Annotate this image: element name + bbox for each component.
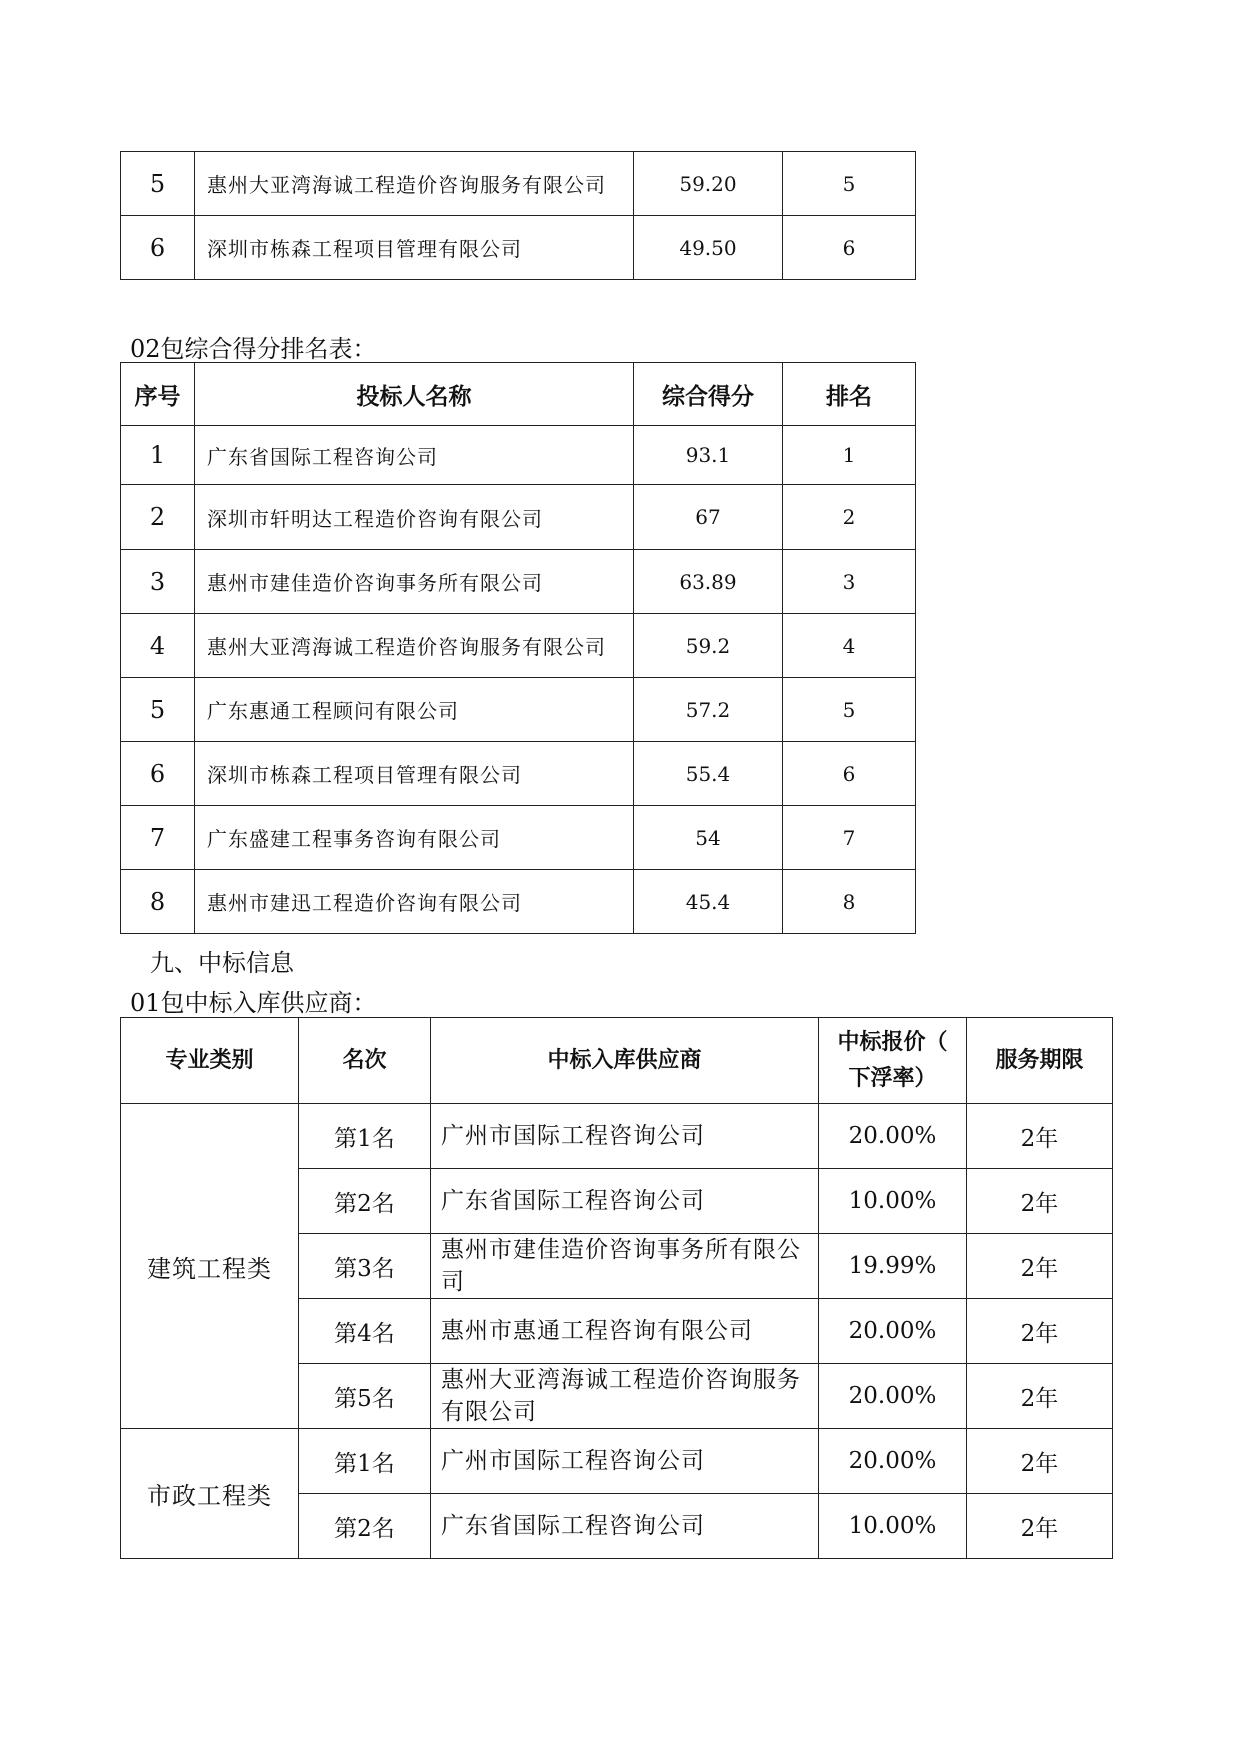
rank: 5 [783,678,916,742]
rank: 3 [783,550,916,614]
score: 55.4 [634,742,783,806]
category-cell: 市政工程类 [121,1429,299,1559]
supplier-name: 广东省国际工程咨询公司 [431,1494,819,1559]
header-score: 综合得分 [634,363,783,426]
discount-rate: 20.00% [819,1299,967,1364]
table-row [121,152,916,216]
table-02-caption: 02包综合得分排名表： [130,335,377,363]
header-category: 专业类别 [121,1018,299,1104]
table-row [121,806,916,870]
table-row [121,614,916,678]
table-header-row [121,1018,1113,1104]
table-row [121,870,916,934]
place: 第2名 [299,1169,431,1234]
row-number: 3 [121,550,195,614]
score: 59.20 [634,152,783,216]
row-number: 7 [121,806,195,870]
bidder-name: 广东省国际工程咨询公司 [195,426,634,485]
table-01-caption: 01包中标入库供应商： [130,989,377,1017]
place: 第4名 [299,1299,431,1364]
header-supplier: 中标入库供应商 [431,1018,819,1104]
score: 63.89 [634,550,783,614]
service-period: 2年 [967,1169,1113,1234]
header-price-line1: 中标报价（ [837,1029,948,1055]
service-period: 2年 [967,1234,1113,1299]
supplier-name: 惠州大亚湾海诚工程造价咨询服务有限公司 [431,1364,819,1429]
service-period: 2年 [967,1364,1113,1429]
bidder-name: 惠州大亚湾海诚工程造价咨询服务有限公司 [195,152,634,216]
bidder-name: 惠州市建迅工程造价咨询有限公司 [195,870,634,934]
row-number: 2 [121,485,195,550]
supplier-name: 惠州市惠通工程咨询有限公司 [431,1299,819,1364]
table-row [121,485,916,550]
discount-rate: 20.00% [819,1364,967,1429]
header-period: 服务期限 [967,1018,1113,1104]
bidder-name: 深圳市栋森工程项目管理有限公司 [195,216,634,280]
header-place: 名次 [299,1018,431,1104]
bidder-name: 广东盛建工程事务咨询有限公司 [195,806,634,870]
place: 第1名 [299,1429,431,1494]
service-period: 2年 [967,1494,1113,1559]
rank: 4 [783,614,916,678]
service-period: 2年 [967,1429,1113,1494]
score: 45.4 [634,870,783,934]
row-number: 5 [121,678,195,742]
score: 57.2 [634,678,783,742]
rank: 2 [783,485,916,550]
bidder-name: 深圳市栋森工程项目管理有限公司 [195,742,634,806]
table-row [121,1429,1113,1494]
discount-rate: 10.00% [819,1169,967,1234]
score: 93.1 [634,426,783,485]
supplier-name: 广州市国际工程咨询公司 [431,1429,819,1494]
discount-rate: 20.00% [819,1104,967,1169]
rank: 6 [783,216,916,280]
place: 第1名 [299,1104,431,1169]
header-name: 投标人名称 [195,363,634,426]
bidder-name: 深圳市轩明达工程造价咨询有限公司 [195,485,634,550]
header-price [819,1018,967,1104]
rank: 7 [783,806,916,870]
rank: 6 [783,742,916,806]
supplier-name: 惠州市建佳造价咨询事务所有限公司 [431,1234,819,1299]
supplier-name: 广州市国际工程咨询公司 [431,1104,819,1169]
place: 第2名 [299,1494,431,1559]
row-number: 6 [121,742,195,806]
table-row [121,1104,1113,1169]
discount-rate: 19.99% [819,1234,967,1299]
supplier-name: 广东省国际工程咨询公司 [431,1169,819,1234]
row-number: 6 [121,216,195,280]
header-no: 序号 [121,363,195,426]
row-number: 8 [121,870,195,934]
rank: 8 [783,870,916,934]
score: 59.2 [634,614,783,678]
score: 67 [634,485,783,550]
winners-table-01 [120,1017,1113,1559]
table-row [121,742,916,806]
rank: 5 [783,152,916,216]
table-row [121,678,916,742]
table-row [121,426,916,485]
service-period: 2年 [967,1104,1113,1169]
rank: 1 [783,426,916,485]
row-number: 5 [121,152,195,216]
place: 第5名 [299,1364,431,1429]
section-heading: 九、中标信息 [150,949,294,977]
bidder-name: 惠州市建佳造价咨询事务所有限公司 [195,550,634,614]
score: 49.50 [634,216,783,280]
discount-rate: 20.00% [819,1429,967,1494]
bidder-name: 惠州大亚湾海诚工程造价咨询服务有限公司 [195,614,634,678]
table-header-row [121,363,916,426]
header-rank: 排名 [783,363,916,426]
header-price-line2: 下浮率） [848,1065,937,1091]
place: 第3名 [299,1234,431,1299]
row-number: 4 [121,614,195,678]
table-row [121,216,916,280]
category-cell: 建筑工程类 [121,1104,299,1429]
ranking-table-continued [120,151,916,280]
discount-rate: 10.00% [819,1494,967,1559]
table-row [121,550,916,614]
ranking-table-02 [120,362,916,934]
bidder-name: 广东惠通工程顾问有限公司 [195,678,634,742]
service-period: 2年 [967,1299,1113,1364]
score: 54 [634,806,783,870]
row-number: 1 [121,426,195,485]
